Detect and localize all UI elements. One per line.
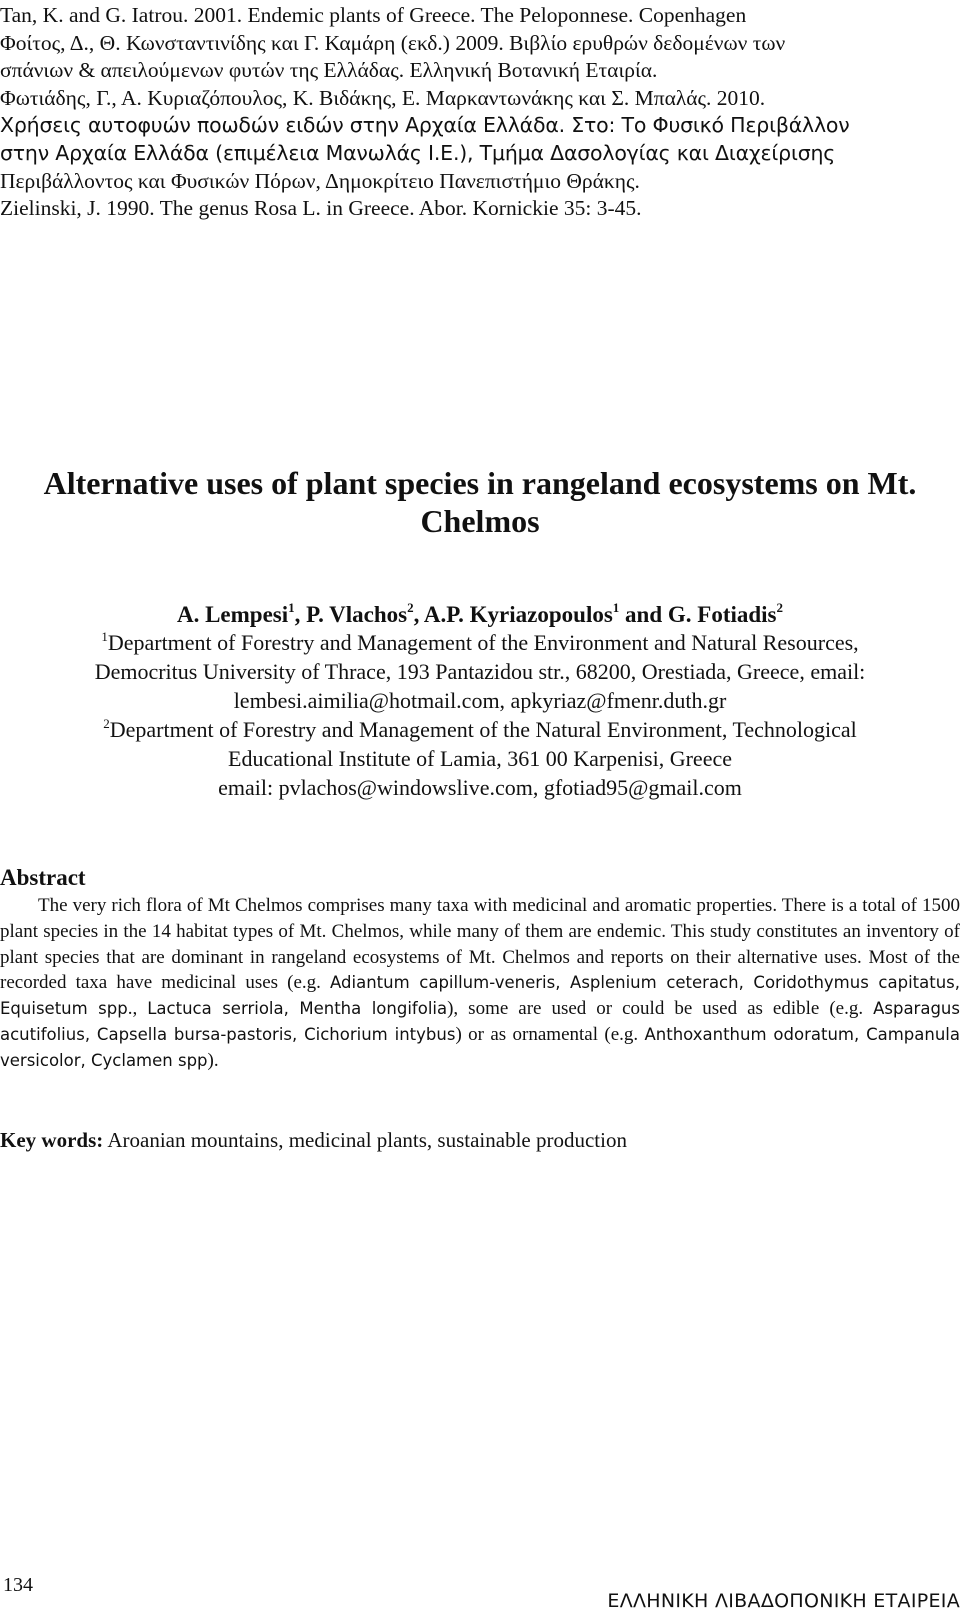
references-list (0, 2, 955, 223)
abstract-text-4: ) or as ornamental (e.g. (455, 1023, 645, 1045)
abstract-text-2: ., (127, 998, 148, 1020)
affiliation-2-line1: Department of Forestry and Management of the Natural Environment, Technological (109, 717, 857, 742)
paper-title-line1: Alternative uses of plant species in rangeland ecosystems on Mt. (43, 465, 917, 501)
keywords-label: Key words: (0, 1128, 104, 1152)
author-fotiadis: and G. Fotiadis (619, 602, 777, 627)
author-list (0, 601, 960, 628)
affiliation-1-line2: Democritus University of Thrace, 193 Pantazidou str., 68200, Orestiada, Greece, email: (94, 659, 866, 684)
affiliation-2 (0, 715, 960, 802)
author-kyriazopoulos-affil: 1 (612, 600, 620, 616)
reference-foitos-line1: Φοίτος, Δ., Θ. Κωνσταντινίδης και Γ. Καμάρη (εκδ.) 2009. Βιβλίο ερυθρών δεδομένων των (0, 30, 786, 55)
abstract-body (0, 893, 960, 1074)
abstract-text-3: ), some are used or could be used as edible (e.g. (447, 998, 874, 1020)
reference-fotiadis (0, 85, 955, 195)
affiliation-2-marker: 2 (103, 715, 110, 731)
affiliation-1-line3: lembesi.aimilia@hotmail.com, apkyriaz@fmenr.duth.gr (233, 688, 727, 713)
keywords (0, 1128, 627, 1153)
abstract-taxa-edible: Asparagus acutifolius, Capsella bursa-pastoris, Cichorium intybus (0, 999, 960, 1044)
affiliation-2-line2: Educational Institute of Lamia, 361 00 Karpenisi, Greece (228, 746, 732, 771)
affiliation-1-line1: Department of Forestry and Management of the Environment and Natural Resources, (107, 630, 859, 655)
abstract-taxa-medicinal-2: Lactuca serriola, Mentha longifolia (147, 999, 448, 1019)
abstract-text-1: The very rich flora of Mt Chelmos comprises many taxa with medicinal and aromatic properties. There is a total of 1500 plant species in the 14 habitat types of Mt. Chelmos, while many of them are endemic. This study constitutes an inventory of plant species that are dominant in rangeland ecosystems of Mt. Chelmos and reports on their alternative uses. Most of the recorded taxa have medicinal uses (e.g. (0, 895, 960, 994)
reference-tan: Tan, K. and G. Iatrou. 2001. Endemic plants of Greece. The Peloponnese. Copenhagen (0, 3, 747, 27)
reference-foitos-line2: σπάνιων & απειλούμενων φυτών της Ελλάδας. Ελληνική Βοτανική Εταιρία. (0, 58, 658, 83)
author-vlachos-affil: 2 (407, 600, 414, 616)
paper-title (0, 464, 960, 540)
abstract-taxa-medicinal-1: Adiantum capillum-veneris, Asplenium ceterach, Coridothymus capitatus, Equisetum spp (0, 973, 960, 1019)
abstract-text-5: ). (207, 1049, 219, 1071)
author-lempesi-affil: 1 (288, 600, 295, 616)
author-kyriazopoulos: , A.P. Kyriazopoulos (413, 602, 613, 627)
author-vlachos: , P. Vlachos (294, 602, 408, 627)
reference-fotiadis-line2: Χρήσεις αυτοφυών ποωδών ειδών στην Αρχαία Ελλάδα. Στο: Το Φυσικό Περιβάλλον (0, 113, 850, 138)
page-number: 134 (3, 1574, 33, 1596)
abstract-taxa-ornamental: Anthoxanthum odoratum, Campanula versicolor, Cyclamen spp (0, 1024, 960, 1070)
reference-fotiadis-line4: Περιβάλλοντος και Φυσικών Πόρων, Δημοκρίτειο Πανεπιστήμιο Θράκης. (0, 168, 640, 193)
reference-fotiadis-line1: Φωτιάδης, Γ., Α. Κυριαζόπουλος, Κ. Βιδάκης, Ε. Μαρκαντωνάκης και Σ. Μπαλάς. 2010. (0, 85, 766, 110)
abstract-heading: Abstract (0, 865, 86, 890)
author-fotiadis-affil: 2 (776, 600, 784, 616)
affiliation-1 (0, 628, 960, 715)
paper-title-line2: Chelmos (420, 503, 540, 539)
affiliation-2-line3: email: pvlachos@windowslive.com, gfotiad95@gmail.com (218, 775, 742, 800)
reference-zielinski: Zielinski, J. 1990. The genus Rosa L. in Greece. Abor. Kornickie 35: 3-45. (0, 196, 642, 221)
affiliation-1-marker: 1 (101, 628, 108, 644)
reference-foitos (0, 30, 955, 85)
journal-footer: ΕΛΛΗΝΙΚΗ ΛΙΒΑΔΟΠΟΝΙΚΗ ΕΤΑΙΡΕΙΑ (607, 1590, 960, 1612)
keywords-text: Aroanian mountains, medicinal plants, sustainable production (103, 1128, 627, 1152)
reference-fotiadis-line3: στην Αρχαία Ελλάδα (επιμέλεια Μανωλάς Ι.Ε.), Τμήμα Δασολογίας και Διαχείρισης (0, 140, 836, 165)
author-lempesi: A. Lempesi (176, 602, 289, 627)
